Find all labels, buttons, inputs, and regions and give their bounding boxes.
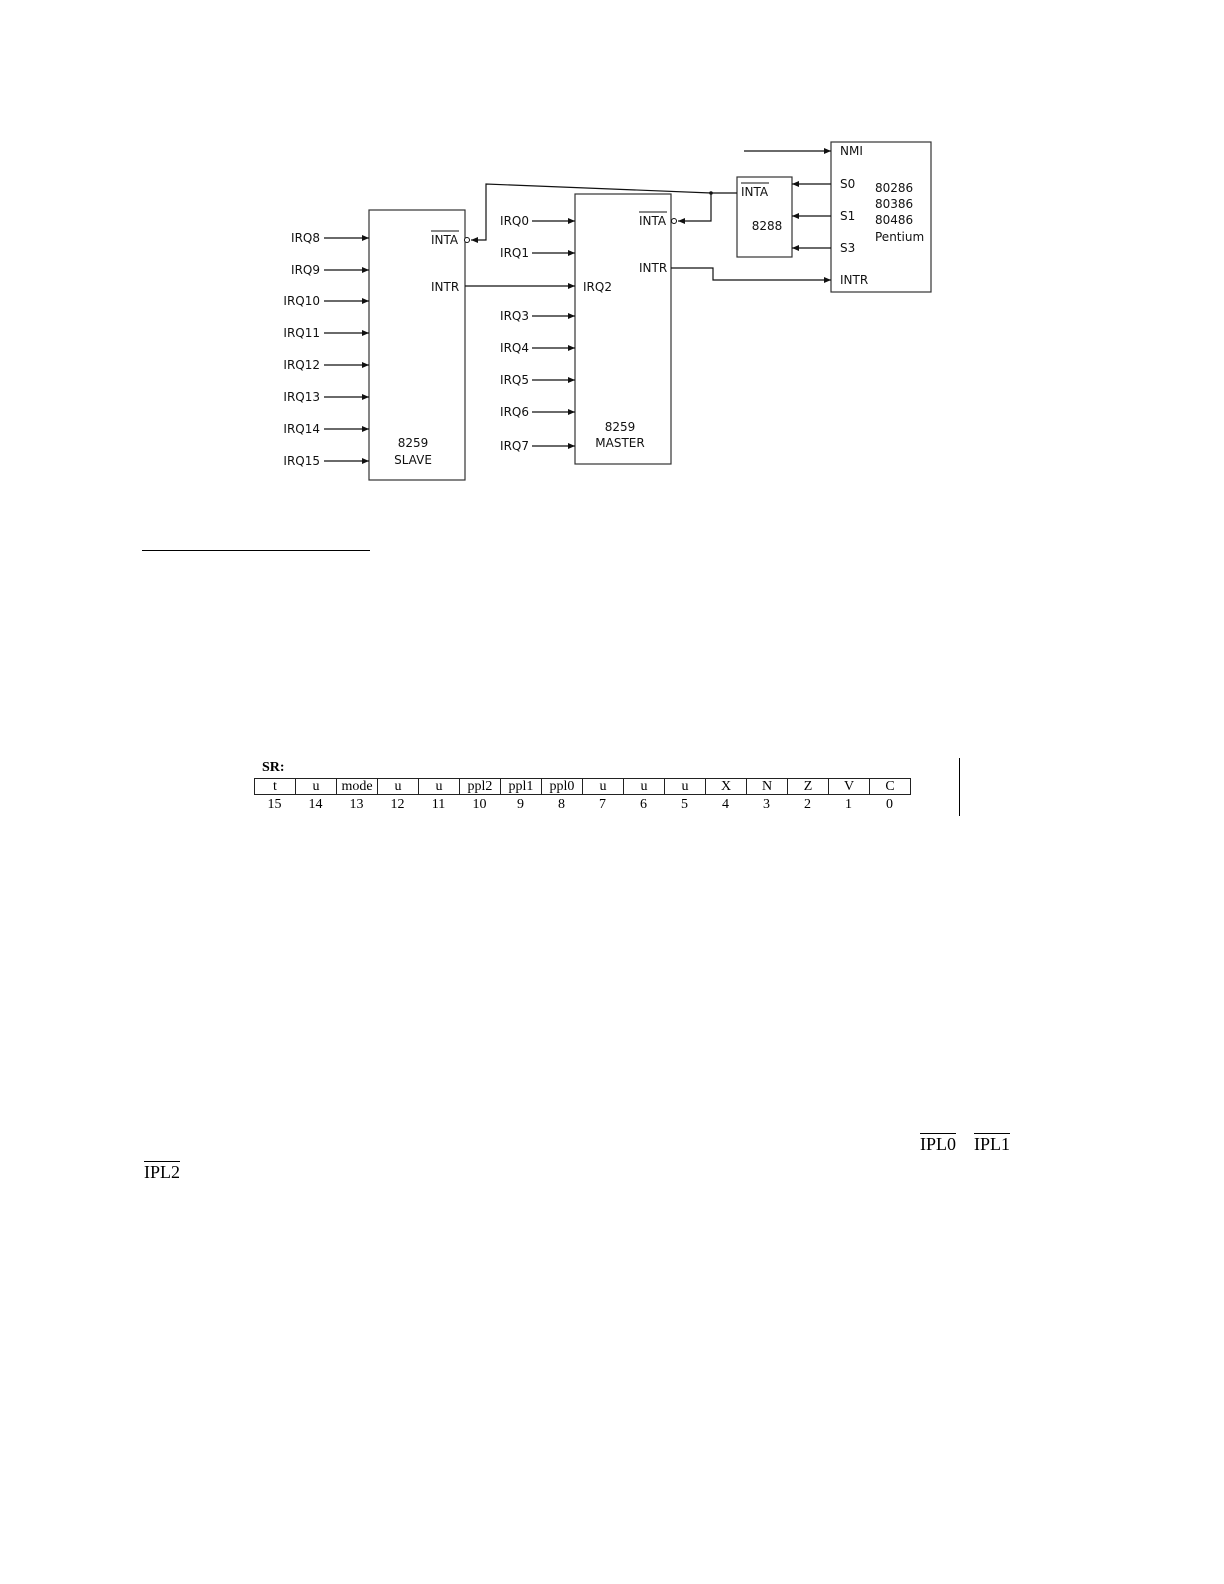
master-irq-label: IRQ3 (500, 309, 529, 323)
cpu-model-label: Pentium (875, 230, 925, 244)
register-bit-number: 7 (599, 797, 606, 812)
master-irq-label: IRQ2 (583, 280, 612, 294)
slave-irq-lines (324, 238, 369, 461)
master-chip-label: 8259 (604, 420, 636, 434)
register-bit-cell: N (747, 779, 788, 795)
register-bit-cell: ppl2 (460, 779, 501, 795)
footnote-rule (142, 550, 370, 551)
register-bit-number: 3 (763, 797, 770, 812)
cpu-pin-label: S0 (840, 177, 856, 191)
slave-intr-label: INTR (431, 280, 460, 294)
master-role-label: MASTER (595, 436, 645, 450)
master-irq-label: IRQ1 (500, 246, 529, 260)
cpu-pin-label: INTR (840, 273, 869, 287)
cpu-pin-label: NMI (840, 144, 863, 158)
cpu-pin-label: S1 (840, 209, 856, 223)
slave-irq-label: IRQ13 (283, 390, 320, 404)
master-irq-label: IRQ4 (500, 341, 529, 355)
slave-irq-label: IRQ8 (291, 231, 320, 245)
register-bit-cell: mode (337, 779, 378, 795)
register-bit-cell: u (665, 779, 706, 795)
master-inta-bubble (672, 219, 677, 224)
register-bit-cell: Z (788, 779, 829, 795)
ipl1-signal: IPL1 (974, 1134, 1010, 1154)
register-bit-cell: t (255, 779, 296, 795)
status-register-numbers (254, 797, 910, 813)
register-bit-cell: ppl1 (501, 779, 542, 795)
master-to-cpu-intr-line (671, 268, 831, 280)
ipl0-signal: IPL0 (920, 1134, 956, 1154)
master-intr-label: INTR (639, 261, 668, 275)
register-bit-number: 14 (308, 797, 323, 812)
master-irq-lines (532, 221, 575, 446)
register-bit-number: 0 (886, 797, 893, 812)
register-bit-number: 1 (845, 797, 852, 812)
inta-junction (709, 191, 713, 195)
slave-role-label: SLAVE (394, 453, 432, 467)
master-irq-label: IRQ5 (500, 373, 529, 387)
status-register-label: SR: (262, 760, 285, 775)
slave-irq-label: IRQ10 (283, 294, 320, 308)
register-bit-number: 4 (722, 797, 729, 812)
register-bit-cell: u (419, 779, 460, 795)
register-bit-number: 10 (472, 797, 487, 812)
slave-irq-label: IRQ12 (283, 358, 320, 372)
master-irq-label: IRQ7 (500, 439, 529, 453)
slave-irq-label: IRQ14 (283, 422, 320, 436)
status-register-border (959, 758, 960, 816)
cpu-model-label: 80286 (875, 181, 914, 195)
slave-chip-label: 8259 (397, 436, 429, 450)
register-bit-number: 12 (390, 797, 405, 812)
master-inta-label: INTA (639, 214, 667, 228)
register-bit-number: 15 (267, 797, 282, 812)
register-bit-number: 8 (558, 797, 565, 812)
ipl2-signal: IPL2 (144, 1162, 180, 1182)
interrupt-diagram (0, 0, 1224, 520)
slave-irq-label: IRQ15 (283, 454, 320, 468)
inta-bus-to-slave (471, 184, 711, 240)
cpu-pin-label: S3 (840, 241, 856, 255)
register-bit-cell: u (624, 779, 665, 795)
status-register-bits (254, 778, 911, 795)
slave-irq-label: IRQ11 (283, 326, 320, 340)
inta-bus-main (678, 193, 737, 221)
register-bit-number: 9 (517, 797, 524, 812)
register-bit-number: 13 (349, 797, 364, 812)
master-irq-label: IRQ6 (500, 405, 529, 419)
register-bit-cell: C (870, 779, 911, 795)
cpu-model-label: 80386 (875, 197, 914, 211)
register-bit-cell: u (583, 779, 624, 795)
slave-inta-bubble (465, 238, 470, 243)
cpu-model-label: 80486 (875, 213, 914, 227)
master-irq-label: IRQ0 (500, 214, 529, 228)
register-bit-number: 2 (804, 797, 811, 812)
controller-inta-label: INTA (741, 185, 769, 199)
register-bit-cell: V (829, 779, 870, 795)
register-bit-cell: ppl0 (542, 779, 583, 795)
register-bit-cell: u (296, 779, 337, 795)
controller-chip-label: 8288 (751, 219, 783, 233)
slave-inta-label: INTA (431, 233, 459, 247)
register-bit-number: 11 (431, 797, 446, 812)
register-bit-cell: X (706, 779, 747, 795)
register-bit-cell: u (378, 779, 419, 795)
register-bit-number: 5 (681, 797, 688, 812)
register-bit-number: 6 (640, 797, 647, 812)
slave-irq-label: IRQ9 (291, 263, 320, 277)
